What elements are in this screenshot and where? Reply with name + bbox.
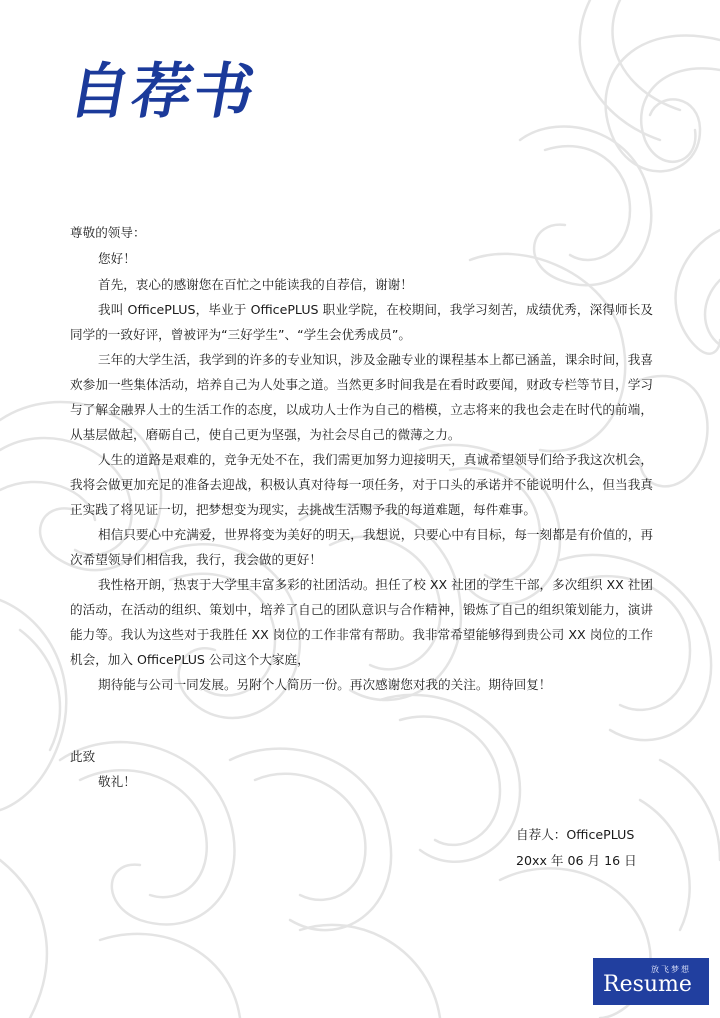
paragraph-5: 相信只要心中充满爱，世界将变为美好的明天，我想说，只要心中有目标，每一刻都是有价值的，再次希望领导们相信我，我行，我会做的更好！	[70, 527, 653, 567]
salutation: 尊敬的领导：	[70, 225, 146, 240]
letter-body	[70, 272, 653, 697]
signature-sender: 自荐人：OfficePLUS	[516, 827, 635, 842]
logo-slogan: 放飞梦想	[651, 965, 691, 974]
page-title: 自荐书	[63, 57, 263, 127]
paragraph-3: 三年的大学生活，我学到的许多的专业知识，涉及金融专业的课程基本上都已涵盖，课余时间，我喜欢参加一些集体活动，培养自己为人处事之道。当然更多时间我是在看时政要闻，财政专栏等节目，学习与了解金融界人士的生活工作的态度，以成功人士作为自己的楷模，立志将来的我也会走在时代的前端，从基层做起，磨砺自己，使自己更为坚强，为社会尽自己的微薄之力。	[70, 352, 653, 442]
logo-wordmark: Resume	[603, 972, 692, 997]
closing-line-1: 此致	[70, 749, 96, 764]
paragraph-4: 人生的道路是艰难的，竞争无处不在，我们需更加努力迎接明天，真诚希望领导们给予我这次机会，我将会做更加充足的准备去迎战，积极认真对待每一项任务，对于口头的承诺并不能说明什么，但当我真正实践了将见证一切，把梦想变为现实，去挑战生活赐予我的每道难题，每件难事。	[70, 452, 653, 517]
closing-line-2: 敬礼！	[98, 774, 136, 789]
paragraph-7: 期待能与公司一同发展。另附个人简历一份。再次感谢您对我的关注。期待回复！	[98, 677, 552, 692]
signature-date: 20xx 年 06 月 16 日	[516, 853, 637, 868]
greeting: 您好！	[98, 251, 136, 266]
paragraph-2: 我叫 OfficePLUS，毕业于 OfficePLUS 职业学院，在校期间，我学习刻苦，成绩优秀，深得师长及同学的一致好评，曾被评为“三好学生”、“学生会优秀成员”。	[70, 302, 653, 342]
resume-logo	[593, 958, 709, 1005]
paragraph-1: 首先，衷心的感谢您在百忙之中能读我的自荐信，谢谢！	[98, 277, 413, 292]
paragraph-6: 我性格开朗，热衷于大学里丰富多彩的社团活动。担任了校 XX 社团的学生干部，多次组织 XX 社团的活动，在活动的组织、策划中，培养了自己的团队意识与合作精神，锻炼了自己的组织策划能力，演讲能力等。我认为这些对于我胜任 XX 岗位的工作非常有帮助。我非常希望能够得到贵公司 XX 岗位的工作机会，加入 OfficePLUS 公司这个大家庭，	[70, 577, 653, 667]
